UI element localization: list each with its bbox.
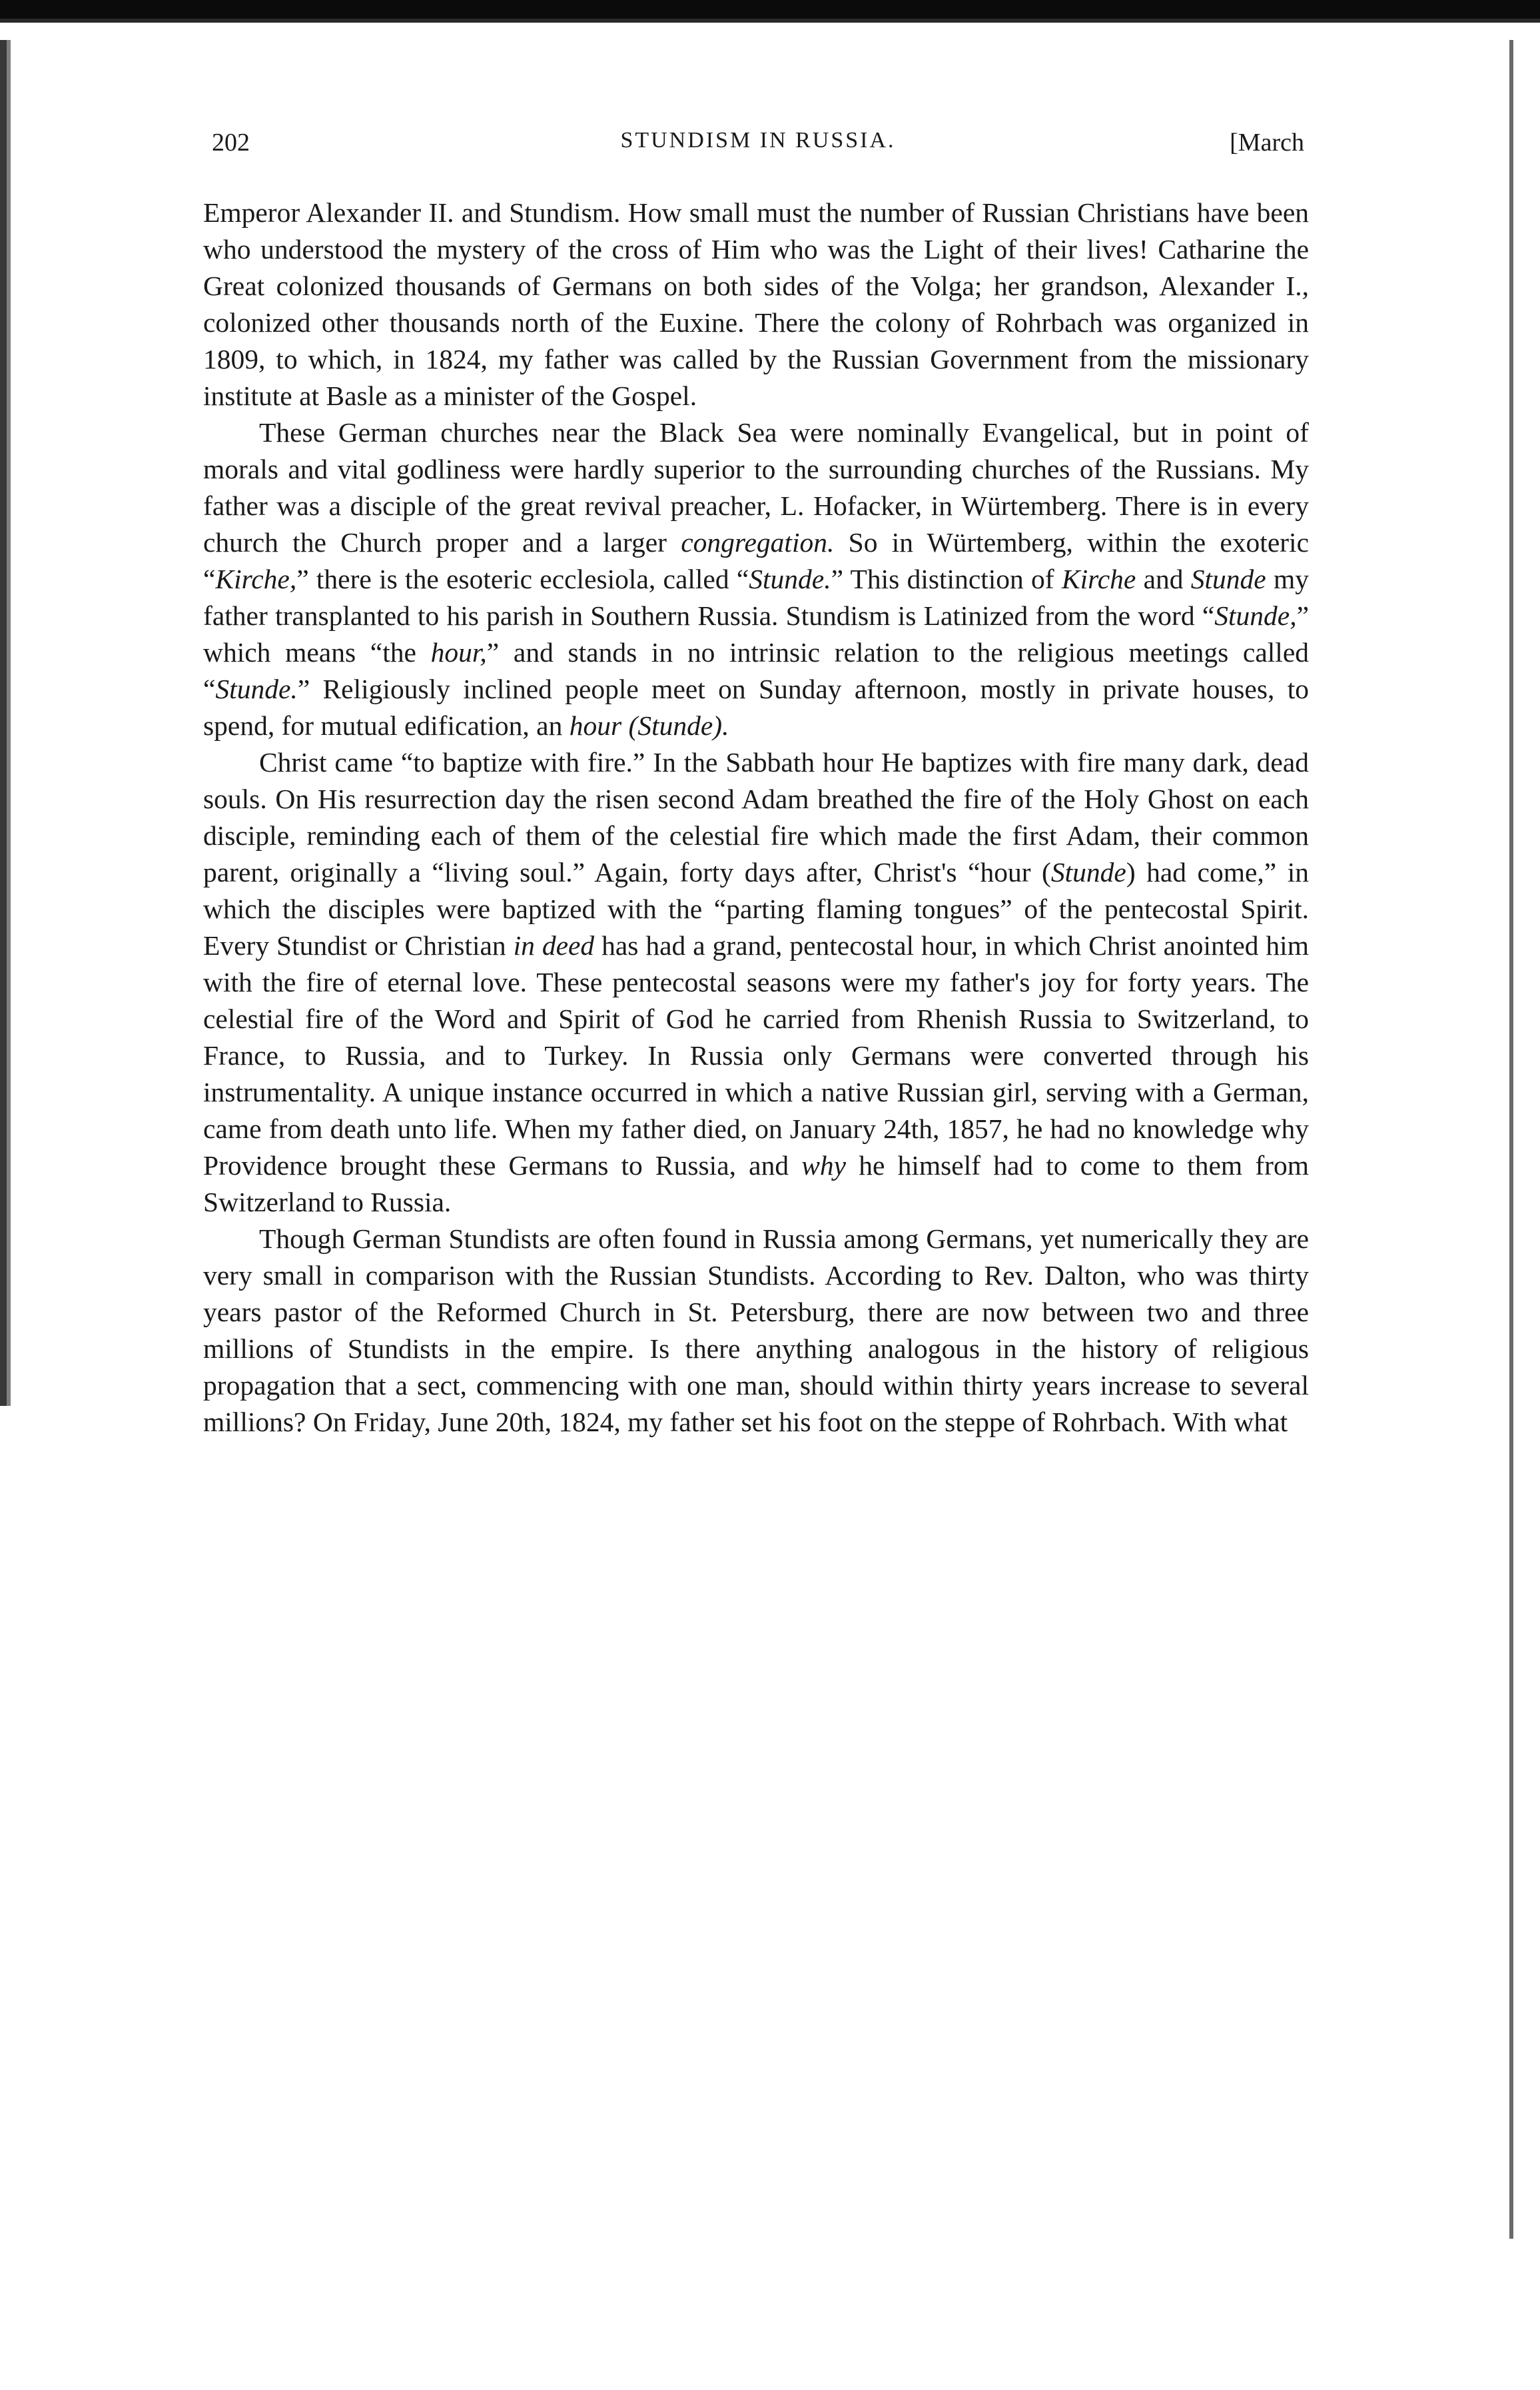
- scan-border-left: [0, 40, 17, 1406]
- italic-term: Kirche,: [215, 564, 297, 594]
- italic-term: in deed: [513, 930, 595, 961]
- italic-term: Stunde: [1190, 564, 1266, 594]
- italic-term: Stunde.: [215, 674, 298, 704]
- body-text: [203, 195, 1309, 1441]
- italic-term: Stunde: [1050, 857, 1126, 888]
- running-month: [March: [1230, 129, 1304, 157]
- italic-term: Stunde,: [1214, 600, 1297, 631]
- italic-term: why: [801, 1150, 847, 1181]
- italic-term: congregation.: [681, 527, 835, 558]
- running-title: STUNDISM IN RUSSIA.: [620, 128, 896, 153]
- scan-border-top: [0, 0, 1540, 31]
- paragraph-1: Emperor Alexander II. and Stundism. How small must the number of Russian Christians have been who understood the mystery of the cross of Him who was the Light of their lives! Catharine the Great colonized thousands of Germans on both sides of the Volga; her grandson, Alexander I., colonized other thousands north of the Euxine. There the colony of Rohrbach was organized in 1809, to which, in 1824, my father was called by the Russian Government from the missionary institute at Basle as a minister of the Gospel.: [203, 197, 1309, 411]
- italic-term: Kirche: [1061, 564, 1136, 594]
- italic-term: hour (Stunde).: [569, 710, 729, 741]
- running-header: [212, 128, 1304, 168]
- paragraph-2: These German churches near the Black Sea were nominally Evangelical, but in point of morals and vital godliness were hardly superior to the surrounding churches of the Russians. My father was a disciple of the great revival preacher, L. Hofacker, in Würtemberg. There is in every church the Church proper and a larger congregation. So in Würtemberg, within the exoteric “Kirche,” there is the esoteric ecclesiola, called “Stunde.” This distinction of Kirche and Stunde my father transplanted to his parish in Southern Russia. Stundism is Latinized from the word “Stunde,” which means “the hour,” and stands in no intrinsic relation to the religious meetings called “Stunde.” Religiously inclined people meet on Sunday afternoon, mostly in private houses, to spend, for mutual edification, an hour (Stunde).: [203, 417, 1310, 741]
- page-number: 202: [212, 129, 250, 157]
- paragraph-4: Though German Stundists are often found in Russia among Germans, yet numerically they are very small in comparison with the Russian Stundists. According to Rev. Dalton, who was thirty years pastor of the Reformed Church in St. Petersburg, there are now between two and three millions of Stundists in the empire. Is there anything analogous in the history of religious propagation that a sect, commencing with one man, should within thirty years increase to several millions? On Friday, June 20th, 1824, my father set his foot on the steppe of Rohrbach. With what: [203, 1223, 1309, 1437]
- paragraph-3: Christ came “to baptize with fire.” In the Sabbath hour He baptizes with fire many dark, dead souls. On His resurrection day the risen second Adam breathed the fire of the Holy Ghost on each disciple, reminding each of them of the celestial fire which made the first Adam, their common parent, originally a “living soul.” Again, forty days after, Christ's “hour (Stunde) had come,” in which the disciples were baptized with the “parting flaming tongues” of the pentecostal Spirit. Every Stundist or Christian in deed has had a grand, pentecostal hour, in which Christ anointed him with the fire of eternal love. These pentecostal seasons were my father's joy for forty years. The celestial fire of the Word and Spirit of God he carried from Rhenish Russia to Switzerland, to France, to Russia, and to Turkey. In Russia only Germans were converted through his instrumentality. A unique instance occurred in which a native Russian girl, serving with a German, came from death unto life. When my father died, on January 24th, 1857, he had no knowledge why Providence brought these Germans to Russia, and why he himself had to come to them from Switzerland to Russia.: [203, 747, 1310, 1217]
- scan-border-right: [1509, 40, 1513, 2239]
- italic-term: Stunde.: [749, 564, 831, 594]
- italic-term: hour,: [430, 637, 487, 668]
